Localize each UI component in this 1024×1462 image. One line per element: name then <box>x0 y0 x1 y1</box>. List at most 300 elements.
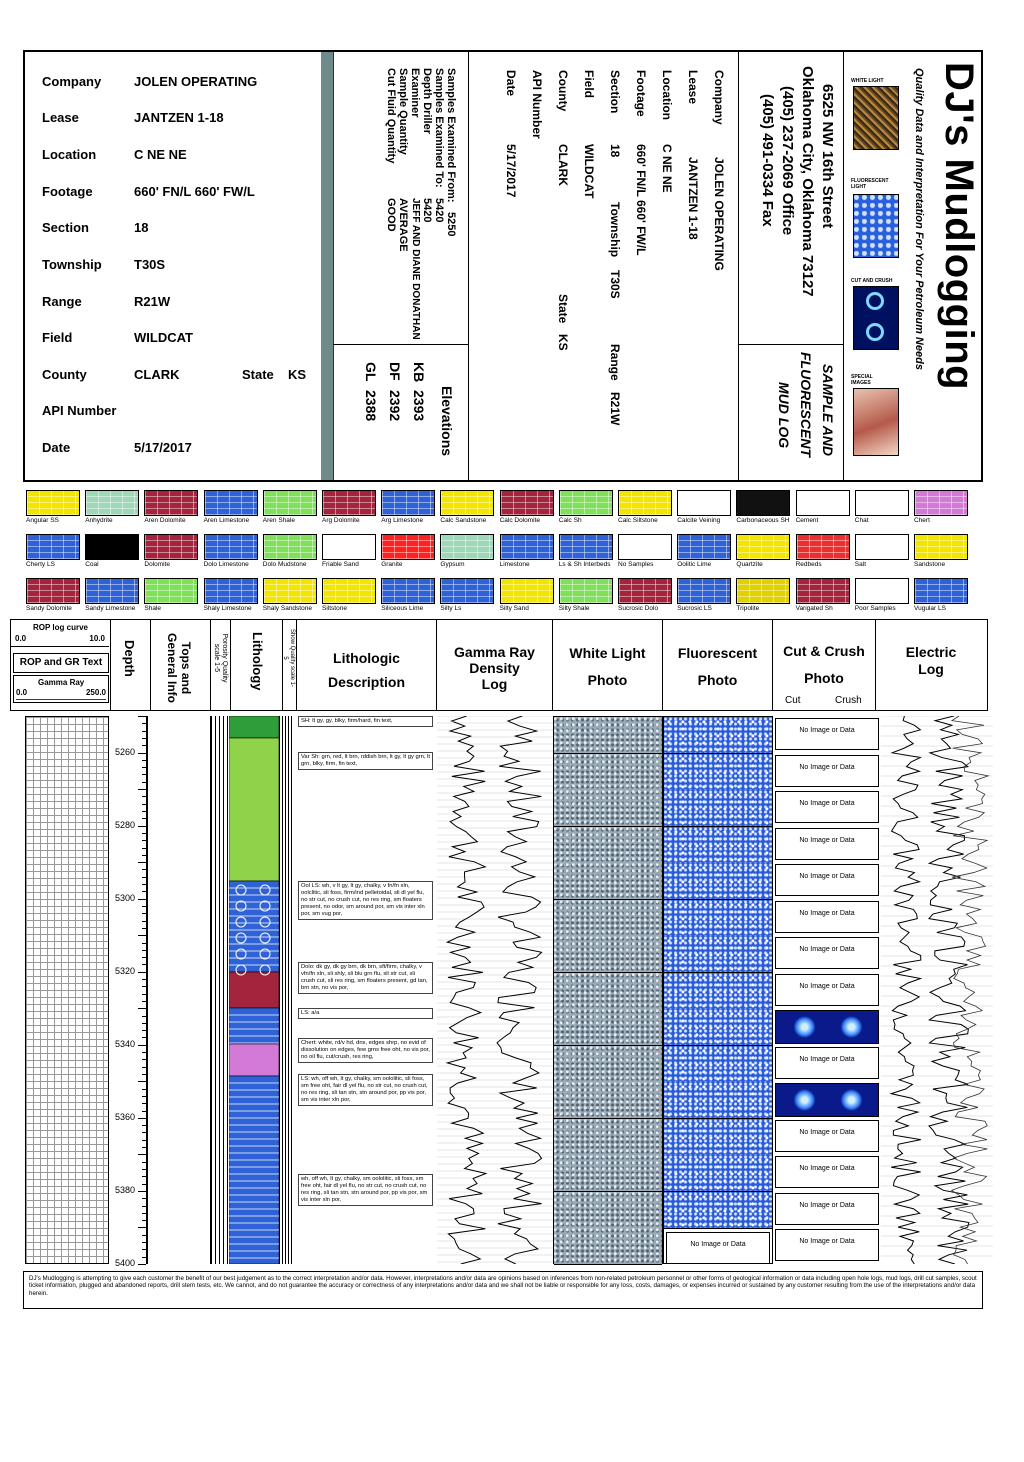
gamma-label: Gamma Ray <box>38 678 85 687</box>
legend-label: Salt <box>854 561 866 568</box>
litho-desc-line1: Lithologic <box>333 650 400 666</box>
white-light-photo <box>554 1155 662 1192</box>
legend-item <box>322 578 376 612</box>
rop-curve-box <box>11 620 109 647</box>
well-api-label: API Number <box>530 70 544 139</box>
wl-line2: Photo <box>587 672 628 688</box>
legend-label: Aren Shale <box>262 517 295 524</box>
well-range-label: Range <box>608 344 622 381</box>
legend-swatch <box>204 534 258 560</box>
kb-label: KB <box>411 362 427 383</box>
legend-item <box>381 490 435 524</box>
legend-label: Shale <box>144 605 162 612</box>
rop-curve-label: ROP log curve <box>33 623 88 632</box>
legend-swatch <box>381 534 435 560</box>
legend-item <box>381 578 435 612</box>
date-value: 5/17/2017 <box>134 440 192 455</box>
legend-swatch <box>677 534 731 560</box>
legend-item <box>204 490 258 524</box>
no-image-placeholder: No Image or Data <box>666 1232 770 1264</box>
fluorescent-thumbnail <box>853 194 899 258</box>
legend-swatch <box>500 534 554 560</box>
legend-label: No Samples <box>618 561 654 568</box>
legend-swatch <box>736 578 790 604</box>
cc-line2: Photo <box>804 670 844 686</box>
log-title-line2: FLUORESCENT <box>798 352 814 457</box>
legend-label: Aren Dolomite <box>144 517 186 524</box>
legend-item <box>796 490 850 524</box>
section-value: 18 <box>134 220 149 235</box>
no-image-placeholder: No Image or Data <box>775 1156 879 1188</box>
sample-quantity-value: AVERAGE <box>397 198 409 252</box>
legend-item <box>204 578 258 612</box>
well-footage-label: Footage <box>634 70 648 117</box>
cut-crush-photo <box>775 1010 879 1044</box>
legend-item <box>618 534 672 568</box>
legend-label: Quartzite <box>736 561 763 568</box>
company-label: Company <box>42 74 102 89</box>
legend-swatch <box>144 490 198 516</box>
no-image-placeholder: No Image or Data <box>775 1193 879 1225</box>
county-value: CLARK <box>134 367 180 382</box>
no-image-placeholder: No Image or Data <box>775 1229 879 1261</box>
legend-swatch <box>381 578 435 604</box>
legend-label: Sandy Limestone <box>85 605 136 612</box>
company-value: JOLEN OPERATING <box>134 74 258 89</box>
crush-ring-icon <box>866 323 884 341</box>
no-image-placeholder: No Image or Data <box>775 791 879 823</box>
litho-desc-line2: Description <box>327 674 405 690</box>
legend-item <box>85 534 139 568</box>
legend-swatch <box>559 578 613 604</box>
well-lease-value: JANTZEN 1-18 <box>686 157 700 240</box>
gl-value: 2388 <box>363 390 379 422</box>
legend-item <box>144 490 198 524</box>
thumb-cut-label: CUT AND CRUSH <box>851 278 893 284</box>
legend-swatch <box>914 490 968 516</box>
elevations-label: Elevations <box>439 386 455 457</box>
white-light-photo <box>554 973 662 1010</box>
well-field-value: WILDCAT <box>582 144 596 199</box>
white-light-photo <box>554 790 662 827</box>
brand-panel <box>843 52 983 480</box>
wl-line1: White Light <box>569 645 646 661</box>
legend-label: Chert <box>914 517 930 524</box>
white-light-photo <box>554 1192 662 1229</box>
df-value: 2392 <box>387 390 403 422</box>
legend-swatch <box>440 534 494 560</box>
legend-label: Granite <box>381 561 403 568</box>
fluorescent-photo <box>664 1046 772 1083</box>
samples-to-value: 5420 <box>433 198 445 223</box>
address-divider <box>738 344 843 345</box>
range-label: Range <box>42 294 82 309</box>
legend-item <box>796 534 850 568</box>
cut-crush-header <box>773 620 876 710</box>
legend-item <box>559 578 613 612</box>
legend-swatch <box>855 490 909 516</box>
sample-quantity-label: Sample Quantity <box>397 68 409 155</box>
legend-item <box>85 490 139 524</box>
rop-gr-header <box>11 620 111 710</box>
white-light-track <box>553 716 663 1264</box>
cut-crush-track <box>773 716 881 1264</box>
gr-line3: Log <box>481 676 508 692</box>
well-location-label: Location <box>660 70 674 120</box>
depth-label: 5320 <box>115 965 136 976</box>
cut-crush-thumbnail <box>853 286 899 350</box>
legend-swatch <box>914 534 968 560</box>
legend-label: Sucrosic LS <box>677 605 712 612</box>
el-line1: Electric <box>905 644 957 660</box>
fluorescent-photo <box>664 900 772 937</box>
white-light-photo <box>554 1119 662 1156</box>
lithology-legend <box>23 488 983 618</box>
tops-header-text: Tops and General Info <box>165 632 193 703</box>
resistivity-curve <box>929 716 969 1264</box>
fl-line2: Photo <box>697 672 738 688</box>
white-light-thumbnail <box>853 86 899 150</box>
legend-item <box>85 578 139 612</box>
samples-panel <box>333 52 469 480</box>
depth-label: 5260 <box>115 746 136 757</box>
legend-label: Oolitic Lime <box>677 561 712 568</box>
white-light-photo <box>554 900 662 937</box>
legend-label: Redbeds <box>795 561 822 568</box>
legend-swatch <box>796 578 850 604</box>
legend-label: Silty Sand <box>499 605 529 612</box>
gl-label: GL <box>363 362 379 382</box>
legend-swatch <box>85 578 139 604</box>
depth-label: 5340 <box>115 1038 136 1049</box>
legend-label: Arg Dolomite <box>322 517 360 524</box>
lithology-header-text: Lithology <box>250 632 265 691</box>
legend-item <box>796 578 850 612</box>
depth-tick <box>138 1264 146 1265</box>
legend-item <box>500 490 554 524</box>
legend-label: Sucrosic Dolo <box>618 605 659 612</box>
legend-item <box>855 578 909 612</box>
legend-label: Silty Ls <box>440 605 462 612</box>
log-title-line1: SAMPLE AND <box>820 364 836 457</box>
legend-label: Calcite Veining <box>677 517 721 524</box>
well-date-label: Date <box>504 70 518 97</box>
fluorescent-photo <box>664 790 772 827</box>
legend-label: Gypsum <box>440 561 465 568</box>
location-value: C NE NE <box>134 147 187 162</box>
gr-line2: Density <box>469 660 520 676</box>
township-label: Township <box>42 257 102 272</box>
white-light-photo <box>554 1082 662 1119</box>
legend-label: Silty Shale <box>558 605 590 612</box>
porosity-curve <box>952 716 989 1264</box>
legend-label: Dolo Limestone <box>203 561 249 568</box>
legend-swatch <box>322 490 376 516</box>
legend-label: Shaly Limestone <box>203 605 252 612</box>
section-label: Section <box>42 220 89 235</box>
fluorescent-photo <box>664 1082 772 1119</box>
township-value: T30S <box>134 257 166 272</box>
white-light-photo <box>554 717 662 754</box>
legend-swatch <box>440 490 494 516</box>
legend-item <box>322 534 376 568</box>
legend-label: Anhydrite <box>85 517 113 524</box>
legend-label: Carbonaceous SH <box>736 517 790 524</box>
legend-label: Varigated Sh <box>795 605 833 612</box>
legend-swatch <box>559 534 613 560</box>
disclaimer: DJ's Mudlogging is attempting to give each customer the benefit of our best judgement as to the correct interpretation and/or data. However, interpretations and/or data are opinions based on inferences from non-related petroleum personnel or other forms of geological information or data including open hole logs, mud logs, drill cut samples, scout ticket information, plugged and abandoned reports, drill stem tests, etc. We cannot, and do not guarantee the accuracy or correctness of any interpretations and/or data and we shall not be liable or responsible for any loss, costs, damages, or expenses incurred or sustained by any customer resulting from the use of the interpretations and/or data herein. <box>23 1271 983 1309</box>
fluorescent-header <box>663 620 773 710</box>
well-range-value: R21W <box>608 392 622 426</box>
gamma-box <box>13 675 109 703</box>
el-line2: Log <box>918 661 944 677</box>
legend-label: Calc Sandstone <box>440 517 487 524</box>
legend-swatch <box>204 490 258 516</box>
legend-item <box>204 534 258 568</box>
log-title-line3: MUD LOG <box>776 382 792 449</box>
legend-item <box>322 490 376 524</box>
no-image-placeholder: No Image or Data <box>775 1120 879 1152</box>
address-street: 6525 NW 16th Street <box>819 84 836 229</box>
well-details-panel <box>468 52 739 480</box>
thumb-fluor-label: FLUORESCENT LIGHT <box>851 178 889 190</box>
cc-cut-label: Cut <box>785 695 801 706</box>
cut-ring-icon <box>866 292 884 310</box>
lithologic-description: Dolo: dk gy, dk gy brn, dk brn, sft/firm, chalky, v vfn/fn xln, sli shly, sli blu grn flu, sli str cut, sli crush cut, sli res ring, sm floaters present, gd tan, brn stn, no vis por, <box>298 962 433 994</box>
legend-item <box>618 578 672 612</box>
electric-log-track <box>881 716 993 1264</box>
rop-min: 0.0 <box>15 634 27 643</box>
lithologic-description: Chert: white, rd/v hd, dns, edges shrp, no evid of dissolution on edges, few grns free oht, no vis por, no oil flu, cut/crush, res ring, <box>298 1038 433 1063</box>
legend-swatch <box>914 578 968 604</box>
samples-from-value: 5250 <box>445 212 457 237</box>
api-label: API Number <box>42 403 117 418</box>
gamma-density-track <box>437 716 553 1264</box>
legend-swatch <box>618 534 672 560</box>
lithologic-description: wh, off wh, lt gy, chalky, sm oololitic, sli foss, sm free oht, fair dl yel flu, no str cut, no crush cut, no res ring, sli tan stn, stn around por, pp vis por, sm vis inter xln por, <box>298 1174 433 1206</box>
legend-swatch <box>85 534 139 560</box>
legend-swatch <box>559 490 613 516</box>
legend-item <box>26 534 80 568</box>
thumb-white-label: WHITE LIGHT <box>851 78 884 84</box>
show-header <box>283 620 297 710</box>
address-city: Oklahoma City, Oklahoma 73127 <box>799 66 816 297</box>
legend-label: Sandstone <box>914 561 946 568</box>
depth-label: 5360 <box>115 1111 136 1122</box>
fluorescent-photo <box>664 754 772 791</box>
show-header-text: Show Quality scale 1-5 <box>282 628 295 688</box>
legend-swatch <box>618 578 672 604</box>
porosity-header <box>211 620 231 710</box>
legend-item <box>381 534 435 568</box>
legend-label: Limestone <box>499 561 530 568</box>
fluorescent-photo <box>664 936 772 973</box>
white-light-photo <box>554 936 662 973</box>
state-value: KS <box>288 367 307 382</box>
well-field-label: Field <box>582 70 596 99</box>
well-section-label: Section <box>608 70 622 114</box>
legend-item <box>618 490 672 524</box>
well-county-value: CLARK <box>556 144 570 186</box>
legend-item <box>914 534 968 568</box>
depth-header <box>111 620 151 710</box>
well-township-value: T30S <box>608 270 622 299</box>
kb-value: 2393 <box>411 390 427 422</box>
county-label: County <box>42 367 87 382</box>
cc-crush-label: Crush <box>835 695 862 706</box>
legend-swatch <box>144 534 198 560</box>
legend-swatch <box>736 534 790 560</box>
legend-label: Calc Dolomite <box>499 517 541 524</box>
well-county-label: County <box>556 70 570 112</box>
legend-label: Aren Limestone <box>203 517 250 524</box>
electric-header <box>876 620 986 710</box>
legend-label: Tripolite <box>736 605 760 612</box>
lithologic-description: Ool LS: wh, v lt gy, lt gy, chalky, v fn/fn xln, oolclitic, sli foss, firm/ind pelletoidal, sli dl yel flu, no str cut, no crush cut, no res ring, sm floaters present, no odor, sm around por, sm vis inter xln por, sm vug por, <box>298 881 433 920</box>
no-image-placeholder: No Image or Data <box>775 718 879 750</box>
legend-label: Sandy Dolomite <box>26 605 72 612</box>
no-image-placeholder: No Image or Data <box>775 901 879 933</box>
gamma-min: 0.0 <box>16 688 28 697</box>
fluorescent-photo <box>664 1155 772 1192</box>
lithologic-description: Var Sh: grn, red, lt brn, rddish brn, lt gy, lt gy grn, lt grn, blky, firm, fin text, <box>298 752 433 770</box>
tops-header <box>151 620 211 710</box>
legend-item <box>144 578 198 612</box>
location-label: Location <box>42 147 97 162</box>
white-light-photo <box>554 1009 662 1046</box>
legend-item <box>855 534 909 568</box>
depth-driller-value: 5420 <box>421 198 433 223</box>
legend-item <box>677 534 731 568</box>
legend-label: Dolo Mudstone <box>262 561 307 568</box>
depth-driller-label: Depth Driller <box>421 68 433 135</box>
lithologic-description: SH: lt gy, gy, blky, firm/hard, fin text, <box>298 716 433 727</box>
legend-item <box>736 578 790 612</box>
elevations-divider <box>333 344 468 345</box>
depth-label: 5280 <box>115 819 136 830</box>
density-curve <box>497 716 542 1264</box>
well-date-value: 5/17/2017 <box>504 144 518 198</box>
well-section-value: 18 <box>608 144 622 158</box>
fl-line1: Fluorescent <box>677 645 758 661</box>
no-image-placeholder: No Image or Data <box>775 828 879 860</box>
legend-item <box>440 490 494 524</box>
no-image-placeholder: No Image or Data <box>775 937 879 969</box>
state-label: State <box>242 367 274 382</box>
legend-item <box>440 534 494 568</box>
fluorescent-photo <box>664 827 772 864</box>
legend-item <box>263 534 317 568</box>
rop-gr-text-label: ROP and GR Text <box>13 653 109 673</box>
legend-item <box>26 578 80 612</box>
legend-item <box>263 578 317 612</box>
fluorescent-photo <box>664 717 772 754</box>
depth-label: 5380 <box>115 1184 136 1195</box>
df-label: DF <box>387 362 403 381</box>
well-company-value: JOLEN OPERATING <box>712 157 726 271</box>
lease-value: JANTZEN 1-18 <box>134 110 224 125</box>
address-office: (405) 237-2069 Office <box>779 86 796 236</box>
legend-label: Calc Sh <box>558 517 582 524</box>
address-panel <box>738 52 844 480</box>
legend-swatch <box>440 578 494 604</box>
gr-line1: Gamma Ray <box>454 644 535 660</box>
white-light-photo <box>554 827 662 864</box>
legend-label: Chat <box>854 517 869 524</box>
depth-label: 5300 <box>115 892 136 903</box>
legend-item <box>500 534 554 568</box>
white-light-photo <box>554 1046 662 1083</box>
legend-item <box>144 534 198 568</box>
fluorescent-photo <box>664 1192 772 1229</box>
lithologic-description: LS: a/a <box>298 1008 433 1019</box>
legend-swatch <box>381 490 435 516</box>
legend-swatch <box>677 490 731 516</box>
column-header-row <box>10 619 988 711</box>
well-info-panel <box>25 52 322 480</box>
legend-label: Shaly Sandstone <box>262 605 312 612</box>
legend-swatch <box>736 490 790 516</box>
legend-swatch <box>263 490 317 516</box>
legend-swatch <box>796 534 850 560</box>
cc-line1: Cut & Crush <box>783 643 865 659</box>
fluorescent-photo <box>664 1009 772 1046</box>
legend-swatch <box>144 578 198 604</box>
cut-fluid-value: GOOD <box>385 198 397 232</box>
brand-name: DJ's Mudlogging <box>937 62 981 391</box>
legend-item <box>914 578 968 612</box>
footage-value: 660' FN/L 660' FW/L <box>134 184 255 199</box>
samples-to-label: Samples Examined To: <box>433 68 445 188</box>
legend-item <box>855 490 909 524</box>
address-fax: (405) 491-0334 Fax <box>759 94 776 227</box>
white-light-header <box>553 620 663 710</box>
brand-tagline: Quality Data and Interpretation For Your Petroleum Needs <box>913 68 925 370</box>
gamma-density-header <box>437 620 553 710</box>
sp-curve <box>891 716 921 1264</box>
no-image-placeholder: No Image or Data <box>775 864 879 896</box>
legend-swatch <box>618 490 672 516</box>
legend-swatch <box>263 534 317 560</box>
no-image-placeholder: No Image or Data <box>775 1047 879 1079</box>
rop-max: 10.0 <box>89 634 105 643</box>
legend-swatch <box>204 578 258 604</box>
legend-item <box>559 490 613 524</box>
legend-swatch <box>855 534 909 560</box>
thumb-special-label: SPECIAL IMAGES <box>851 374 873 386</box>
gamma-line-sample <box>16 699 106 700</box>
legend-item <box>677 490 731 524</box>
legend-label: Vugular LS <box>914 605 946 612</box>
fluorescent-track <box>663 716 773 1264</box>
legend-label: Friable Sand <box>322 561 359 568</box>
no-image-placeholder: No Image or Data <box>775 755 879 787</box>
legend-label: Siltstone <box>322 605 347 612</box>
well-township-label: Township <box>608 202 622 258</box>
fluorescent-photo <box>664 1119 772 1156</box>
legend-item <box>26 490 80 524</box>
legend-item <box>440 578 494 612</box>
legend-label: Cherty LS <box>26 561 55 568</box>
depth-header-text: Depth <box>122 640 137 677</box>
description-layer <box>23 716 443 1264</box>
lease-label: Lease <box>42 110 79 125</box>
cut-fluid-label: Cut Fluid Quantity <box>385 68 397 164</box>
legend-item <box>736 534 790 568</box>
legend-item <box>914 490 968 524</box>
legend-swatch <box>500 490 554 516</box>
legend-label: Ls & Sh Interbeds <box>558 561 611 568</box>
